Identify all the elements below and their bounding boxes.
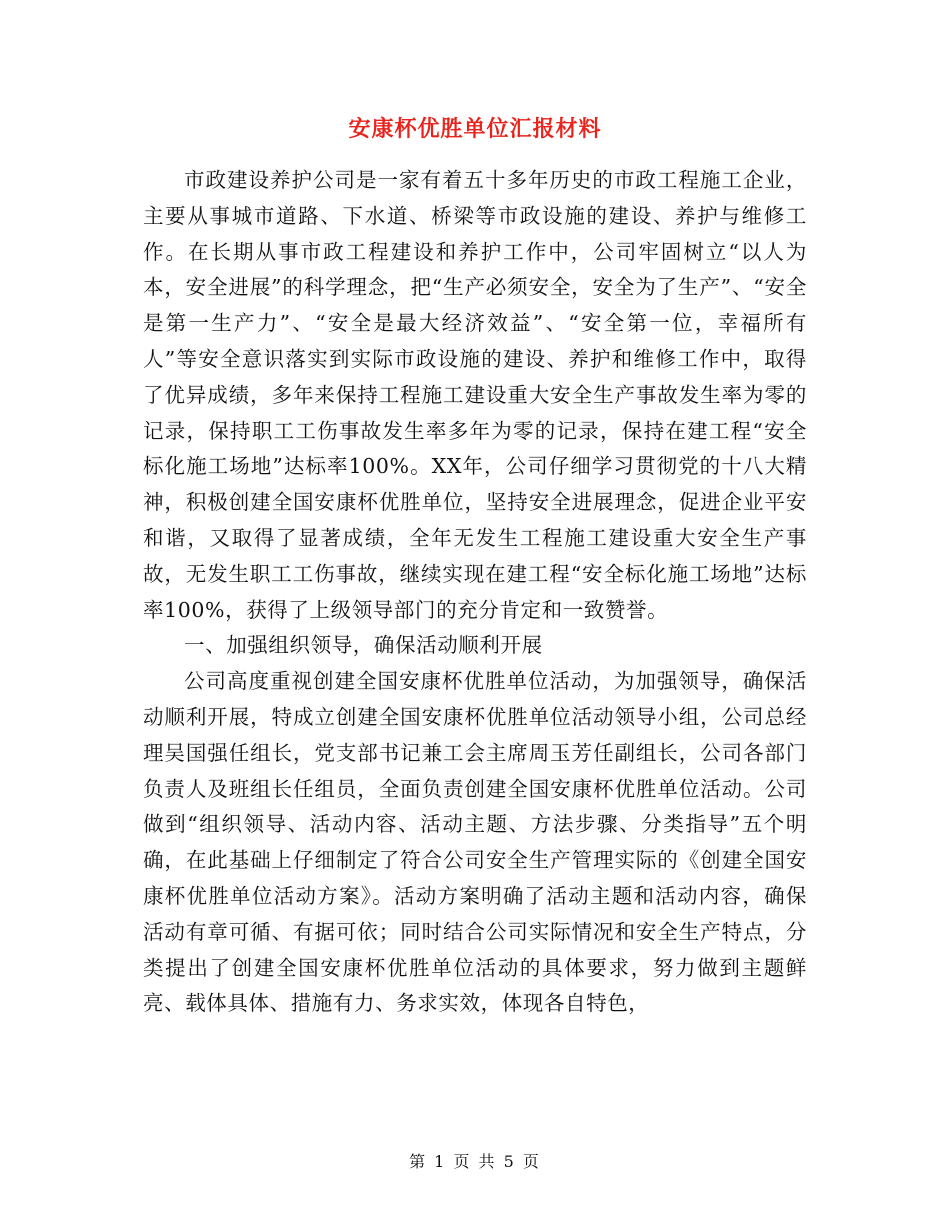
paragraph-intro: 市政建设养护公司是一家有着五十多年历史的市政工程施工企业，主要从事城市道路、下水道、桥梁等市政设施的建设、养护与维修工作。在长期从事市政工程建设和养护工作中，公司牢固树立“以人为本，安全进展”的科学理念，把“生产必须安全，安全为了生产”、“安全是第一生产力”、“安全是最大经济效益”、“安全第一位，幸福所有人”等安全意识落实到实际市政设施的建设、养护和维修工作中，取得了优异成绩，多年来保持工程施工建设重大安全生产事故发生率为零的记录，保持职工工伤事故发生率多年为零的记录，保持在建工程“安全标化施工场地”达标率100%。XX年，公司仔细学习贯彻党的十八大精神，积极创建全国安康杯优胜单位，坚持安全进展理念，促进企业平安和谐，又取得了显著成绩，全年无发生工程施工建设重大安全生产事故，无发生职工工伤事故，继续实现在建工程“安全标化施工场地”达标率100%，获得了上级领导部门的充分肯定和一致赞誉。 — [143, 168, 807, 622]
paragraph-section-1: 公司高度重视创建全国安康杯优胜单位活动，为加强领导，确保活动顺利开展，特成立创建全国安康杯优胜单位活动领导小组，公司总经理吴国强任组长，党支部书记兼工会主席周玉芳任副组长，公司各部门负责人及班组长任组员，全面负责创建全国安康杯优胜单位活动。公司做到“组织领导、活动内容、活动主题、方法步骤、分类指导”五个明确，在此基础上仔细制定了符合公司安全生产管理实际的《创建全国安康杯优胜单位活动方案》。活动方案明确了活动主题和活动内容，确保活动有章可循、有据可依；同时结合公司实际情况和安全生产特点，分类提出了创建全国安康杯优胜单位活动的具体要求，努力做到主题鲜亮、载体具体、措施有力、务求实效，体现各自特色， — [143, 669, 807, 1016]
page-number-footer: 第 1 页 共 5 页 — [409, 1152, 541, 1171]
document-title: 安康杯优胜单位汇报材料 — [348, 116, 602, 142]
section-heading-1: 一、加强组织领导，确保活动顺利开展 — [184, 633, 543, 658]
document-body — [143, 163, 807, 1022]
